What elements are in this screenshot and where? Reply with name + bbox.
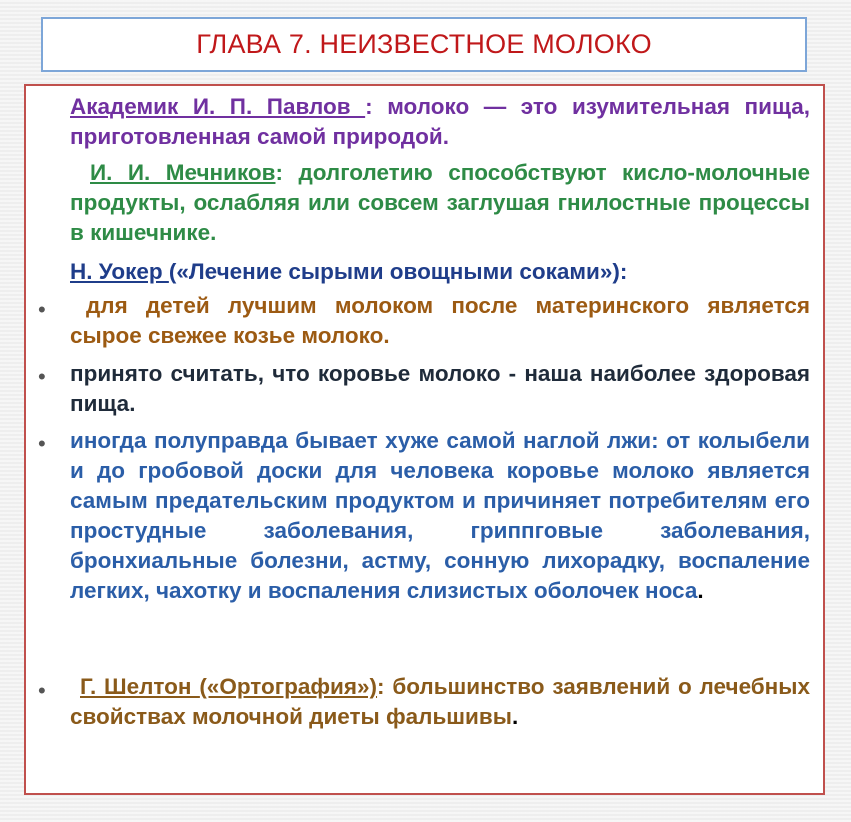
content-box: [24, 84, 825, 795]
bullet-1-dot: •: [38, 297, 46, 322]
bullet-3-end: .: [697, 578, 704, 603]
walker-name: Н. Уокер: [70, 259, 169, 284]
mechnikov-name: И. И. Мечников: [90, 160, 276, 185]
page-title: ГЛАВА 7. НЕИЗВЕСТНОЕ МОЛОКО: [196, 29, 652, 59]
walker-text: («Лечение сырыми овощными соками»):: [168, 259, 628, 284]
pavlov-text: молоко — это изумительная пища, приготовленная самой природой.: [70, 94, 810, 149]
bullet-2-text: принято считать, что коровье молоко - наша наиболее здоровая пища.: [70, 361, 810, 416]
walker-heading: [70, 257, 810, 287]
bullet-3-text: иногда полуправда бывает хуже самой наглой лжи: от колыбели и до гробовой доски для человека коровье молоко является самым предательским продуктом и причиняет потребителям его простудные заболевания, гриппговые заболевания, бронхиальные болезни, астму, сонную лихорадку, воспаление легких, чахотку и воспаления слизистых оболочек носа: [70, 428, 810, 603]
bullet-4-dot: •: [38, 678, 46, 703]
bullet-1: [70, 291, 810, 351]
mechnikov-sep: :: [275, 160, 299, 185]
bullet-3: [70, 426, 810, 606]
shelton-book: («Ортография»): [199, 674, 378, 699]
pavlov-name: Академик И. П. Павлов: [70, 94, 366, 119]
bullet-2: [70, 359, 810, 419]
bullet-4: [70, 672, 810, 732]
bullet-2-dot: •: [38, 364, 46, 389]
pavlov-quote: [70, 92, 810, 152]
mechnikov-text: долголетию способствуют кисло-молочные продукты, ослабляя или совсем заглушая гнилостные процессы в кишечнике.: [70, 160, 810, 245]
mechnikov-quote: [70, 158, 810, 248]
bullet-1-text: для детей лучшим молоком после материнского является сырое свежее козье молоко.: [70, 293, 810, 348]
bullet-4-end: .: [511, 704, 519, 729]
pavlov-sep: :: [365, 94, 388, 119]
shelton-name: Г. Шелтон: [80, 674, 200, 699]
bullet-4-text: : большинство заявлений о лечебных свойствах молочной диеты фальшивы: [70, 674, 811, 729]
bullet-3-dot: •: [38, 431, 46, 456]
title-box: [41, 17, 807, 72]
